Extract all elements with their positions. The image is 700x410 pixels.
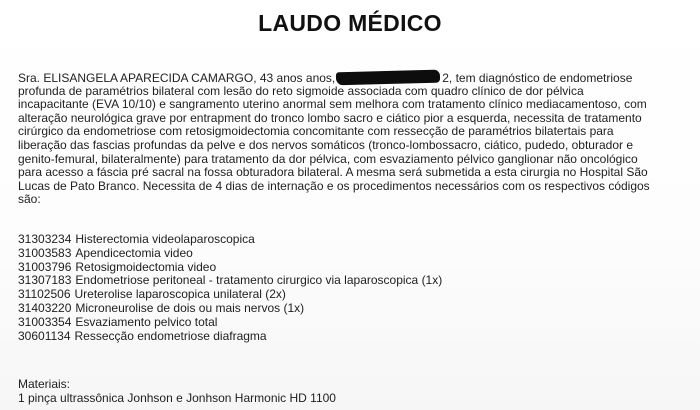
procedure-description: Apendicectomia video bbox=[75, 245, 193, 260]
procedure-item bbox=[18, 330, 442, 344]
paragraph-line: genito-femural, bilateralmente) para tratamento da dor pélvica, com esvaziamento pélvico ganglionar não oncológico bbox=[18, 151, 638, 166]
materials-heading: Materiais: bbox=[18, 377, 71, 391]
document-title: LAUDO MÉDICO bbox=[258, 10, 442, 36]
paragraph-line: incapacitante (EVA 10/10) e sangramento uterino anormal sem melhora com tratamento clínico mediacamentoso, com bbox=[18, 97, 647, 112]
procedure-item bbox=[18, 233, 442, 247]
procedure-description: Ressecção endometriose diafragma bbox=[74, 328, 267, 343]
procedure-code: 31003796 bbox=[18, 259, 72, 274]
paragraph-line: liberação das fascias profundas da pelve e dos nervos somáticos (tronco-lombossacro, ciático, pudedo, obturador e bbox=[18, 137, 634, 152]
cropped-text-line bbox=[18, 404, 378, 410]
procedure-description: Esvaziamento pelvico total bbox=[75, 314, 218, 329]
paragraph-line-text: 2, tem diagnóstico de endometriose bbox=[442, 71, 633, 85]
paragraph-line-text: Sra. ELISANGELA APARECIDA CAMARGO, 43 anos anos, bbox=[18, 71, 336, 85]
redaction-mark bbox=[336, 70, 440, 86]
procedure-item bbox=[18, 261, 442, 275]
paragraph-line: Lucas de Pato Branco. Necessita de 4 dias de internação e os procedimentos necessários com os respectivos códigos bbox=[18, 178, 650, 193]
procedure-item bbox=[18, 274, 442, 288]
material-item: 1 pinça ultrassônica Jonhson e Jonhson Harmonic HD 1100 bbox=[18, 391, 336, 405]
procedure-description: Retosigmoidectomia video bbox=[75, 259, 217, 274]
paragraph-line: são: bbox=[18, 192, 41, 207]
procedure-code: 31003583 bbox=[18, 245, 72, 260]
procedure-code: 31403220 bbox=[18, 300, 72, 315]
procedure-code: 31102506 bbox=[18, 287, 71, 302]
procedure-item bbox=[18, 302, 442, 316]
procedure-description: Histerectomia videolaparoscopica bbox=[75, 232, 255, 246]
paragraph-line: cirúrgico da endometriose com retosigmoidectomia concomitante com ressecção de paramétrios bilatertais para bbox=[18, 124, 614, 139]
procedure-code: 31307183 bbox=[18, 273, 72, 288]
procedure-code: 30601134 bbox=[18, 328, 71, 343]
procedure-code: 31003354 bbox=[18, 314, 72, 329]
procedure-item bbox=[18, 288, 442, 302]
procedure-description: Endometriose peritoneal - tratamento cirurgico via laparoscopica (1x) bbox=[75, 273, 443, 288]
paragraph-line: profunda de paramétrios bilateral com lesão do reto sigmoide associada com quadro clínico de dor pélvica bbox=[18, 83, 584, 98]
materials-section bbox=[18, 377, 336, 405]
paragraph-line: alteração neurológica grave por entrapment do tronco lombo sacro e ciático pior a esquerda, necessita de tratamento bbox=[18, 110, 642, 125]
diagnosis-paragraph bbox=[18, 71, 678, 207]
paragraph-line bbox=[18, 71, 678, 85]
procedure-code: 31303234 bbox=[18, 232, 72, 246]
paragraph-line: para acesso a fáscia pré sacral na fossa obturadora bilateral. A mesma será submetida a esta cirurgia no Hospital São bbox=[18, 165, 648, 180]
procedure-item bbox=[18, 247, 442, 261]
procedure-description: Microneurolise de dois ou mais nervos (1x) bbox=[75, 300, 305, 315]
procedure-description: Ureterolise laparoscopica unilateral (2x) bbox=[74, 287, 286, 302]
procedure-list bbox=[18, 233, 442, 343]
procedure-item bbox=[18, 316, 442, 330]
